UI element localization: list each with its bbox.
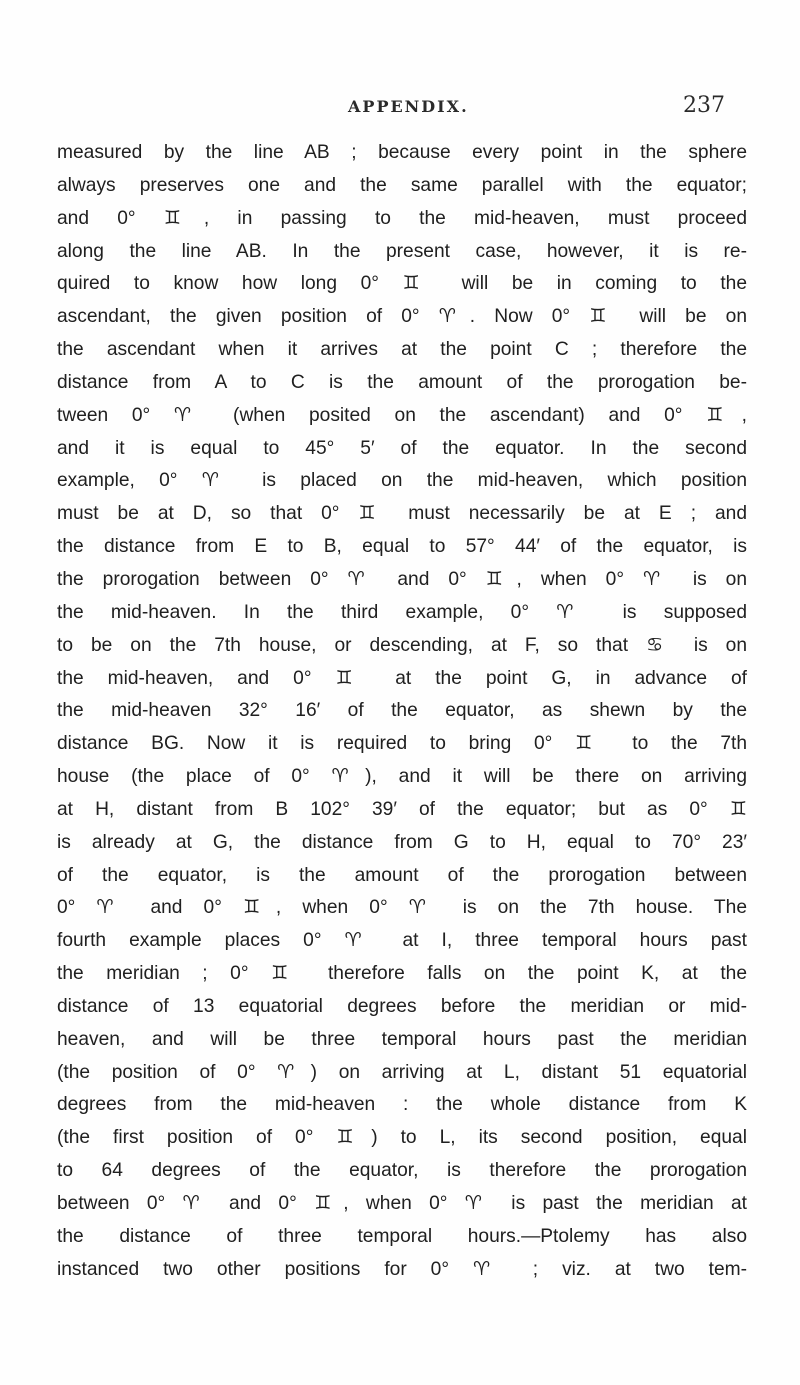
text-line: along the line AB. In the present case, however, it is re- (57, 240, 747, 262)
text-line: at H, distant from B 102° 39′ of the equator; but as 0° ♊ (57, 798, 747, 820)
text-line: the prorogation between 0° ♈ and 0° ♊, when 0° ♈ is on (57, 568, 747, 590)
text-line: the ascendant when it arrives at the point C ; therefore the (57, 339, 747, 361)
text-line: to be on the 7th house, or descending, at F, so that ♋ is on (57, 634, 747, 656)
text-line: measured by the line AB ; because every point in the sphere (57, 142, 747, 163)
text-line: the meridian ; 0° ♊ therefore falls on the point K, at the (57, 963, 747, 985)
text-line: always preserves one and the same parallel with the equator; (57, 174, 747, 196)
text-line: ascendant, the given position of 0° ♈. Now 0° ♊ will be on (57, 306, 747, 328)
text-line: (the first position of 0° ♊) to L, its second position, equal (57, 1127, 747, 1149)
text-line: 0° ♈ and 0° ♊, when 0° ♈ is on the 7th house. The (57, 897, 747, 919)
text-line: instanced two other positions for 0° ♈ ; viz. at two tem- (57, 1258, 747, 1280)
text-line: heaven, and will be three temporal hours past the meridian (57, 1028, 747, 1050)
text-line: the distance from E to B, equal to 57° 44′ of the equator, is (57, 536, 747, 558)
text-line: tween 0° ♈ (when posited on the ascendant) and 0° ♊, (57, 404, 747, 426)
text-line: the mid-heaven, and 0° ♊ at the point G, in advance of (57, 667, 747, 689)
page-number: 237 (683, 93, 725, 118)
text-line: (the position of 0° ♈) on arriving at L, distant 51 equatorial (57, 1061, 747, 1083)
text-line: distance of 13 equatorial degrees before the meridian or mid- (57, 995, 747, 1017)
text-line: and it is equal to 45° 5′ of the equator. In the second (57, 437, 747, 459)
text-line: example, 0° ♈ is placed on the mid-heaven, which position (57, 470, 747, 492)
text-line: must be at D, so that 0° ♊ must necessarily be at E ; and (57, 503, 747, 525)
text-line: quired to know how long 0° ♊ will be in coming to the (57, 273, 747, 295)
text-line: and 0° ♊, in passing to the mid-heaven, must proceed (57, 207, 747, 229)
text-line: fourth example places 0° ♈ at I, three temporal hours past (57, 930, 747, 952)
text-line: distance from A to C is the amount of the prorogation be- (57, 371, 747, 393)
text-line: the mid-heaven. In the third example, 0° ♈ is supposed (57, 601, 747, 623)
text-line: the distance of three temporal hours.—Ptolemy has also (57, 1225, 747, 1247)
text-line: to 64 degrees of the equator, is therefore the prorogation (57, 1160, 747, 1182)
text-line: house (the place of 0° ♈), and it will be there on arriving (57, 766, 747, 788)
text-line: degrees from the mid-heaven : the whole distance from K (57, 1094, 747, 1116)
text-line: of the equator, is the amount of the prorogation between (57, 864, 747, 886)
running-title: APPENDIX. (348, 97, 469, 116)
text-line: distance BG. Now it is required to bring 0° ♊ to the 7th (57, 733, 747, 755)
running-head (0, 93, 800, 123)
body-text (57, 137, 747, 1287)
text-line: between 0° ♈ and 0° ♊, when 0° ♈ is past the meridian at (57, 1193, 747, 1214)
text-line: is already at G, the distance from G to H, equal to 70° 23′ (57, 831, 747, 853)
text-line: the mid-heaven 32° 16′ of the equator, as shewn by the (57, 700, 747, 722)
